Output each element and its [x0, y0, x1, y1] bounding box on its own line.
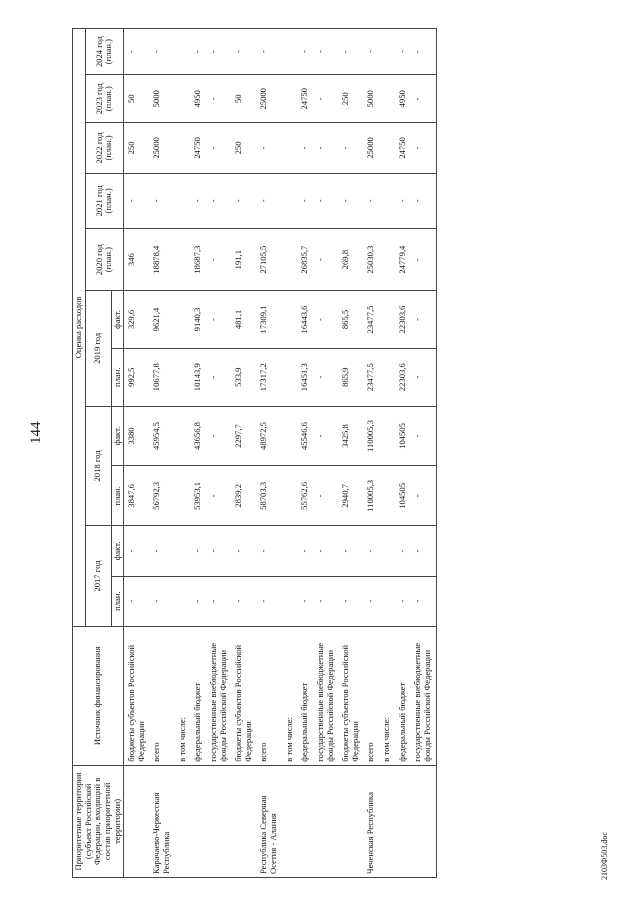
value-cell: 5000 [363, 75, 379, 123]
value-cell: - [297, 576, 313, 626]
value-cell: 346 [124, 229, 150, 291]
value-cell: - [338, 29, 363, 75]
value-cell: - [190, 29, 206, 75]
value-cell: - [410, 29, 436, 75]
table-row [363, 29, 379, 878]
value-cell: - [206, 29, 231, 75]
value-cell [379, 173, 395, 229]
value-cell: - [395, 576, 411, 626]
value-cell: - [410, 173, 436, 229]
value-cell [379, 123, 395, 173]
value-cell: 10677,8 [149, 348, 174, 406]
value-cell [175, 291, 191, 349]
source-cell: в том числе: [282, 626, 298, 765]
value-cell: 18687,3 [190, 229, 206, 291]
value-cell [282, 526, 298, 576]
territory-cell [190, 765, 206, 877]
value-cell: - [206, 406, 231, 466]
value-cell: - [231, 29, 256, 75]
value-cell: 27105,5 [256, 229, 281, 291]
value-cell: - [313, 576, 338, 626]
value-cell [282, 29, 298, 75]
header-fact: факт. [111, 406, 124, 466]
table-row [395, 29, 411, 878]
value-cell [175, 229, 191, 291]
territory-cell: Карачаево-Черкесская Республика [149, 765, 174, 877]
value-cell: 18878,4 [149, 229, 174, 291]
territory-cell [124, 765, 150, 877]
source-cell: бюджеты субъектов Российской Федерации [124, 626, 150, 765]
value-cell [282, 229, 298, 291]
value-cell [282, 466, 298, 526]
header-source: Источник финансирования [73, 626, 124, 765]
source-cell: всего [149, 626, 174, 765]
value-cell: - [256, 173, 281, 229]
territory-cell [395, 765, 411, 877]
value-cell: - [313, 75, 338, 123]
header-2021: 2021 год (план.) [85, 173, 124, 229]
value-cell: 24750 [190, 123, 206, 173]
value-cell: - [190, 173, 206, 229]
value-cell: - [124, 526, 150, 576]
value-cell: - [206, 466, 231, 526]
value-cell: - [395, 29, 411, 75]
value-cell: - [149, 173, 174, 229]
value-cell [379, 406, 395, 466]
value-cell [175, 348, 191, 406]
value-cell: 24779,4 [395, 229, 411, 291]
value-cell: - [190, 526, 206, 576]
source-cell: бюджеты субъектов Российской Федерации [338, 626, 363, 765]
header-2020: 2020 год (план.) [85, 229, 124, 291]
value-cell: 4950 [395, 75, 411, 123]
value-cell: 48972,5 [256, 406, 281, 466]
value-cell: - [206, 291, 231, 349]
table-row [410, 29, 436, 878]
value-cell: 2297,7 [231, 406, 256, 466]
table-row [256, 29, 281, 878]
footer-doc-code: 2103Ф503.doc [600, 832, 609, 880]
table-row [338, 29, 363, 878]
value-cell: 53953,1 [190, 466, 206, 526]
value-cell: - [206, 229, 231, 291]
value-cell: - [256, 29, 281, 75]
value-cell: 10143,9 [190, 348, 206, 406]
value-cell: 104505 [395, 406, 411, 466]
value-cell: - [313, 348, 338, 406]
value-cell: - [231, 526, 256, 576]
value-cell: 24750 [395, 123, 411, 173]
value-cell: - [124, 576, 150, 626]
value-cell: 865,9 [338, 348, 363, 406]
value-cell: 250 [124, 123, 150, 173]
source-cell: государственные внебюджетные фонды Российской Федерации [206, 626, 231, 765]
value-cell: 329,6 [124, 291, 150, 349]
header-fact: факт. [111, 526, 124, 576]
value-cell: 3425,8 [338, 406, 363, 466]
value-cell: 110005,3 [363, 406, 379, 466]
value-cell: 269,8 [338, 229, 363, 291]
value-cell: - [231, 576, 256, 626]
value-cell [282, 348, 298, 406]
value-cell [282, 173, 298, 229]
value-cell: - [313, 526, 338, 576]
value-cell [175, 576, 191, 626]
value-cell [379, 526, 395, 576]
table-row [379, 29, 395, 878]
value-cell: 24750 [297, 75, 313, 123]
table-row [313, 29, 338, 878]
value-cell: - [363, 576, 379, 626]
value-cell [379, 75, 395, 123]
value-cell: - [338, 526, 363, 576]
value-cell: 22303,6 [395, 348, 411, 406]
value-cell [175, 29, 191, 75]
value-cell: - [410, 229, 436, 291]
territory-cell [313, 765, 338, 877]
value-cell: - [206, 348, 231, 406]
value-cell: - [338, 576, 363, 626]
header-2017: 2017 год [85, 526, 111, 626]
header-plan: план. [111, 576, 124, 626]
value-cell: 533,9 [231, 348, 256, 406]
value-cell: - [313, 406, 338, 466]
value-cell: 3380 [124, 406, 150, 466]
territory-cell [282, 765, 298, 877]
header-2019: 2019 год [85, 291, 111, 406]
territory-cell [338, 765, 363, 877]
table-row [231, 29, 256, 878]
value-cell: 26835,7 [297, 229, 313, 291]
value-cell [282, 75, 298, 123]
source-cell: всего [363, 626, 379, 765]
value-cell: - [363, 173, 379, 229]
value-cell: 58703,3 [256, 466, 281, 526]
value-cell: - [124, 173, 150, 229]
value-cell: - [124, 29, 150, 75]
value-cell: 25000 [256, 75, 281, 123]
territory-cell: Республика Северная Осетия - Алания [256, 765, 281, 877]
territory-cell [410, 765, 436, 877]
value-cell: - [149, 526, 174, 576]
value-cell: 25030,3 [363, 229, 379, 291]
value-cell [282, 123, 298, 173]
value-cell: - [410, 466, 436, 526]
value-cell: - [313, 173, 338, 229]
value-cell [175, 526, 191, 576]
value-cell: - [410, 576, 436, 626]
value-cell: - [206, 576, 231, 626]
territory-cell [379, 765, 395, 877]
value-cell: - [410, 526, 436, 576]
value-cell: 992,5 [124, 348, 150, 406]
value-cell: 250 [338, 75, 363, 123]
value-cell: - [256, 123, 281, 173]
value-cell: - [313, 291, 338, 349]
value-cell: - [313, 123, 338, 173]
header-2023: 2023 год (план.) [85, 75, 124, 123]
source-cell: государственные внебюджетные фонды Российской Федерации [313, 626, 338, 765]
value-cell: 25000 [363, 123, 379, 173]
value-cell: 5000 [149, 75, 174, 123]
value-cell: - [297, 526, 313, 576]
territory-cell [231, 765, 256, 877]
value-cell: 50 [231, 75, 256, 123]
value-cell: - [297, 123, 313, 173]
value-cell: - [149, 576, 174, 626]
value-cell: 56792,3 [149, 466, 174, 526]
value-cell: - [206, 123, 231, 173]
value-cell: 110005,3 [363, 466, 379, 526]
value-cell [175, 75, 191, 123]
value-cell: - [410, 123, 436, 173]
value-cell [379, 229, 395, 291]
value-cell: 17309,1 [256, 291, 281, 349]
table-row [149, 29, 174, 878]
value-cell [379, 466, 395, 526]
value-cell: - [206, 75, 231, 123]
value-cell: 17317,2 [256, 348, 281, 406]
rotated-table-area [72, 28, 572, 878]
source-cell: в том числе: [379, 626, 395, 765]
value-cell: 9140,3 [190, 291, 206, 349]
value-cell: - [410, 75, 436, 123]
value-cell: 2940,7 [338, 466, 363, 526]
value-cell: - [149, 29, 174, 75]
value-cell: - [395, 173, 411, 229]
value-cell: - [297, 29, 313, 75]
value-cell: 191,1 [231, 229, 256, 291]
table-row [297, 29, 313, 878]
header-plan: план. [111, 466, 124, 526]
value-cell: - [297, 173, 313, 229]
value-cell: 16443,6 [297, 291, 313, 349]
value-cell: - [256, 526, 281, 576]
value-cell: 865,5 [338, 291, 363, 349]
value-cell: - [256, 576, 281, 626]
source-cell: бюджеты субъектов Российской Федерации [231, 626, 256, 765]
territory-cell [175, 765, 191, 877]
table-row [206, 29, 231, 878]
table-row [124, 29, 150, 878]
value-cell: 45954,5 [149, 406, 174, 466]
header-2024: 2024 год (план.) [85, 29, 124, 75]
source-cell: федеральный бюджет [395, 626, 411, 765]
value-cell: 50 [124, 75, 150, 123]
value-cell [379, 348, 395, 406]
value-cell: 22303,6 [395, 291, 411, 349]
header-2018: 2018 год [85, 406, 111, 526]
value-cell [175, 123, 191, 173]
value-cell: 23477,5 [363, 291, 379, 349]
value-cell: 250 [231, 123, 256, 173]
value-cell: - [190, 576, 206, 626]
header-territory: Приоритетные территории (субъект Российской Федерации, входящий в состав приоритетной территории) [73, 765, 124, 877]
value-cell: 16451,3 [297, 348, 313, 406]
source-cell: всего [256, 626, 281, 765]
value-cell: - [206, 526, 231, 576]
territory-cell [297, 765, 313, 877]
value-cell: 25000 [149, 123, 174, 173]
value-cell: - [338, 123, 363, 173]
value-cell: - [338, 173, 363, 229]
expenditure-table [72, 28, 437, 878]
header-fact: факт. [111, 291, 124, 349]
value-cell: 2839,2 [231, 466, 256, 526]
source-cell: федеральный бюджет [297, 626, 313, 765]
value-cell: 23477,5 [363, 348, 379, 406]
header-estimate: Оценка расходов [73, 29, 86, 627]
source-cell: в том числе: [175, 626, 191, 765]
value-cell [175, 173, 191, 229]
value-cell: 45546,6 [297, 406, 313, 466]
value-cell: - [395, 526, 411, 576]
value-cell: 55762,6 [297, 466, 313, 526]
value-cell [175, 466, 191, 526]
value-cell [282, 291, 298, 349]
value-cell: - [410, 348, 436, 406]
value-cell: - [363, 29, 379, 75]
value-cell: - [206, 173, 231, 229]
value-cell [282, 576, 298, 626]
page-number: 144 [28, 421, 44, 444]
header-2022: 2022 год (план.) [85, 123, 124, 173]
value-cell [379, 291, 395, 349]
value-cell: - [313, 229, 338, 291]
value-cell: 9621,4 [149, 291, 174, 349]
table-row [190, 29, 206, 878]
value-cell: - [363, 526, 379, 576]
table-row [282, 29, 298, 878]
value-cell: 481,1 [231, 291, 256, 349]
value-cell: - [313, 29, 338, 75]
source-cell: федеральный бюджет [190, 626, 206, 765]
source-cell: государственные внебюджетные фонды Российской Федерации [410, 626, 436, 765]
value-cell [379, 576, 395, 626]
value-cell: - [410, 291, 436, 349]
value-cell: - [313, 466, 338, 526]
value-cell: - [410, 406, 436, 466]
territory-cell: Чеченская Республика [363, 765, 379, 877]
value-cell [379, 29, 395, 75]
value-cell: 3847,6 [124, 466, 150, 526]
territory-cell [206, 765, 231, 877]
header-plan: план. [111, 348, 124, 406]
value-cell: - [231, 173, 256, 229]
value-cell [175, 406, 191, 466]
value-cell [282, 406, 298, 466]
value-cell: 43656,8 [190, 406, 206, 466]
table-row [175, 29, 191, 878]
value-cell: 4950 [190, 75, 206, 123]
value-cell: 104505 [395, 466, 411, 526]
